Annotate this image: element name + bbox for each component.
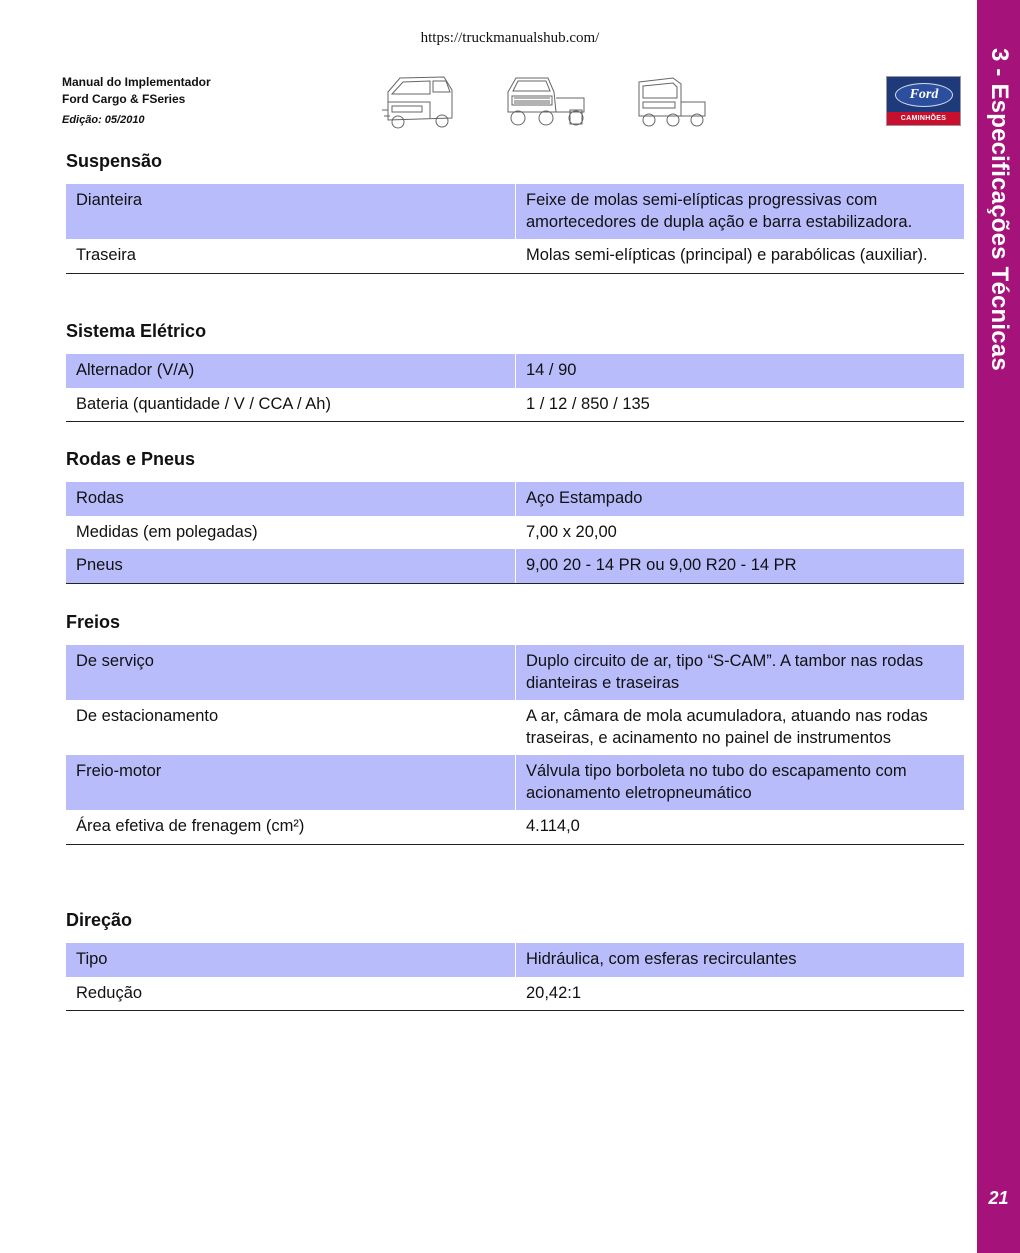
spec-value: 1 / 12 / 850 / 135: [516, 388, 965, 422]
spec-label: Pneus: [66, 549, 516, 583]
chapter-sidebar: [977, 0, 1020, 1253]
chapter-title-text: 3 - Especificações Técnicas: [986, 48, 1013, 371]
table-row: [66, 184, 964, 239]
spec-value: 4.114,0: [516, 810, 965, 844]
spec-table: [66, 943, 964, 1011]
spec-label: Freio-motor: [66, 755, 516, 810]
table-row: [66, 354, 964, 388]
spec-label: Medidas (em polegadas): [66, 516, 516, 550]
spec-value: A ar, câmara de mola acumuladora, atuando nas rodas traseiras, e acinamento no painel de instrumentos: [526, 707, 928, 747]
spec-value: 9,00 20 - 14 PR ou 9,00 R20 - 14 PR: [516, 549, 965, 583]
section-title: Freios: [66, 612, 121, 632]
table-row: [66, 482, 964, 516]
manual-subtitle: Ford Cargo & FSeries: [62, 92, 186, 106]
source-url: https://truckmanualshub.com/: [420, 30, 600, 46]
manual-title: Manual do Implementador: [62, 75, 211, 89]
spec-table: [66, 482, 964, 584]
spec-label: De serviço: [66, 645, 516, 700]
chapter-title: [977, 0, 1020, 380]
spec-label: Alternador (V/A): [66, 354, 516, 388]
edition-label: Edição: 05/2010: [62, 114, 145, 126]
spec-value: Feixe de molas semi-elípticas progressivas com amortecedores de dupla ação e barra estabilizadora.: [516, 184, 965, 239]
spec-label: Traseira: [66, 239, 516, 273]
cab-truck-icon: [633, 72, 713, 130]
section-rodas-pneus: [66, 448, 964, 584]
pickup-truck-icon: [500, 72, 590, 130]
table-row: [66, 943, 964, 977]
section-title: Direção: [66, 910, 133, 930]
spec-value: 20,42:1: [516, 977, 965, 1011]
spec-value: Duplo circuito de ar, tipo “S-CAM”. A tambor nas rodas dianteiras e traseiras: [516, 645, 965, 700]
spec-label: Rodas: [66, 482, 516, 516]
table-row: [66, 700, 964, 755]
caminhoes-band: CAMINHÕES: [887, 112, 960, 125]
section-suspensao: [66, 150, 964, 274]
section-freios: [66, 611, 964, 845]
spec-table: [66, 354, 964, 422]
table-row: [66, 516, 964, 550]
ford-caminhoes-logo: [886, 76, 961, 126]
table-row: [66, 239, 964, 273]
table-row: [66, 645, 964, 700]
spec-value: 14 / 90: [516, 354, 965, 388]
table-row: [66, 549, 964, 583]
spec-label: De estacionamento: [66, 700, 516, 755]
spec-label: Dianteira: [66, 184, 516, 239]
spec-label: Redução: [66, 977, 516, 1011]
spec-label: Bateria (quantidade / V / CCA / Ah): [66, 388, 516, 422]
table-row: [66, 755, 964, 810]
spec-value: 7,00 x 20,00: [526, 522, 617, 541]
page-number: 21: [988, 1188, 1009, 1208]
spec-label: Área efetiva de frenagem (cm²): [66, 810, 516, 844]
spec-label: Tipo: [66, 943, 516, 977]
manual-info: [62, 74, 211, 129]
ford-logo-oval: Ford: [895, 83, 953, 107]
section-direcao: [66, 909, 964, 1011]
section-title: Rodas e Pneus: [66, 449, 196, 469]
spec-value: Aço Estampado: [516, 482, 965, 516]
section-title: Suspensão: [66, 151, 163, 171]
spec-value: Hidráulica, com esferas recirculantes: [516, 943, 965, 977]
vehicle-illustrations: [378, 72, 708, 132]
table-row: [66, 810, 964, 844]
van-icon: [378, 72, 458, 130]
spec-value: Molas semi-elípticas (principal) e parabólicas (auxiliar).: [516, 239, 965, 273]
table-row: [66, 388, 964, 422]
section-title: Sistema Elétrico: [66, 321, 207, 341]
table-row: [66, 977, 964, 1011]
spec-value: Válvula tipo borboleta no tubo do escapamento com acionamento eletropneumático: [516, 755, 965, 810]
section-sistema-eletrico: [66, 320, 964, 422]
spec-table: [66, 645, 964, 845]
spec-table: [66, 184, 964, 274]
